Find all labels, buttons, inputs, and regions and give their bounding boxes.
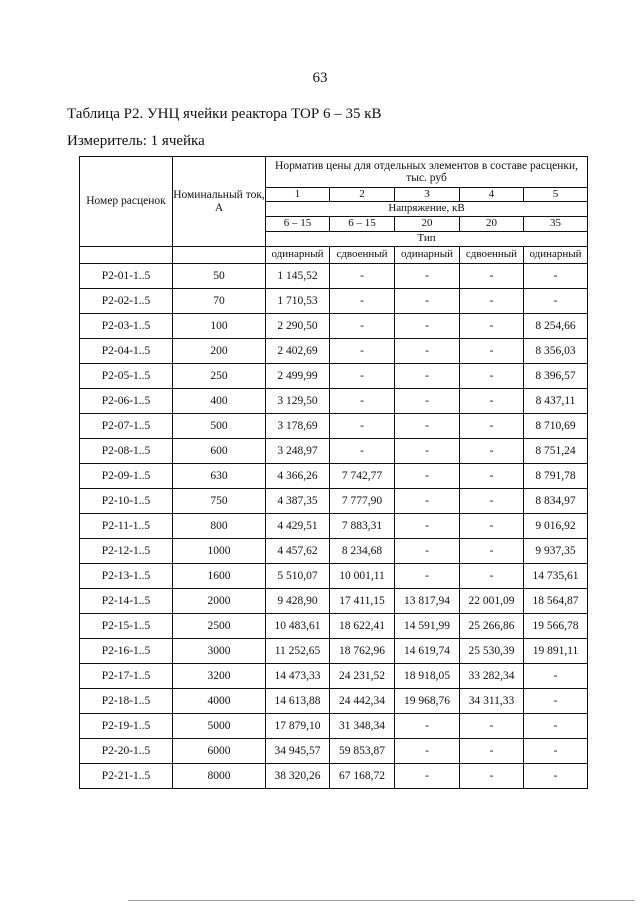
cell-price: 7 883,31 bbox=[330, 514, 395, 539]
cell-current: 200 bbox=[173, 339, 266, 364]
cell-price: - bbox=[330, 414, 395, 439]
table-row bbox=[80, 589, 588, 614]
header-voltage-value: 20 bbox=[460, 217, 524, 232]
cell-code: Р2-05-1..5 bbox=[80, 364, 173, 389]
header-type-value: одинарный bbox=[395, 247, 460, 264]
cell-code: Р2-20-1..5 bbox=[80, 739, 173, 764]
cell-current: 1000 bbox=[173, 539, 266, 564]
cell-current: 100 bbox=[173, 314, 266, 339]
cell-price: 8 834,97 bbox=[524, 489, 588, 514]
cell-price: - bbox=[330, 264, 395, 289]
cell-price: - bbox=[395, 489, 460, 514]
cell-price: 14 591,99 bbox=[395, 614, 460, 639]
cell-price: - bbox=[395, 264, 460, 289]
cell-price: 34 311,33 bbox=[460, 689, 524, 714]
cell-price: 18 918,05 bbox=[395, 664, 460, 689]
cell-current: 400 bbox=[173, 389, 266, 414]
cell-price: - bbox=[524, 764, 588, 789]
cell-current: 600 bbox=[173, 439, 266, 464]
cell-code: Р2-03-1..5 bbox=[80, 314, 173, 339]
header-col-number: 3 bbox=[395, 188, 460, 202]
cell-price: 13 817,94 bbox=[395, 589, 460, 614]
cell-price: - bbox=[330, 364, 395, 389]
cell-price: 17 411,15 bbox=[330, 589, 395, 614]
cell-price: 19 968,76 bbox=[395, 689, 460, 714]
cell-price: 10 001,11 bbox=[330, 564, 395, 589]
cell-price: - bbox=[460, 489, 524, 514]
cell-price: - bbox=[330, 439, 395, 464]
cell-current: 3000 bbox=[173, 639, 266, 664]
cell-price: 4 366,26 bbox=[266, 464, 330, 489]
cell-current: 800 bbox=[173, 514, 266, 539]
cell-price: - bbox=[460, 314, 524, 339]
cell-code: Р2-11-1..5 bbox=[80, 514, 173, 539]
cell-price: - bbox=[330, 314, 395, 339]
cell-price: - bbox=[395, 764, 460, 789]
cell-price: 5 510,07 bbox=[266, 564, 330, 589]
cell-current: 8000 bbox=[173, 764, 266, 789]
cell-price: 4 457,62 bbox=[266, 539, 330, 564]
cell-price: 8 710,69 bbox=[524, 414, 588, 439]
cell-price: 1 710,53 bbox=[266, 289, 330, 314]
cell-price: - bbox=[395, 514, 460, 539]
cell-price: 8 751,24 bbox=[524, 439, 588, 464]
cell-code: Р2-09-1..5 bbox=[80, 464, 173, 489]
cell-current: 2500 bbox=[173, 614, 266, 639]
unit-line: Измеритель: 1 ячейка bbox=[67, 133, 205, 149]
table-row bbox=[80, 714, 588, 739]
cell-price: 22 001,09 bbox=[460, 589, 524, 614]
cell-code: Р2-12-1..5 bbox=[80, 539, 173, 564]
header-type-value: сдвоенный bbox=[330, 247, 395, 264]
cell-price: - bbox=[395, 539, 460, 564]
cell-code: Р2-17-1..5 bbox=[80, 664, 173, 689]
cell-price: - bbox=[395, 364, 460, 389]
cell-current: 70 bbox=[173, 289, 266, 314]
table-row bbox=[80, 639, 588, 664]
cell-price: - bbox=[395, 739, 460, 764]
cell-current: 750 bbox=[173, 489, 266, 514]
cell-price: 24 442,34 bbox=[330, 689, 395, 714]
cell-price: - bbox=[395, 464, 460, 489]
cell-code: Р2-04-1..5 bbox=[80, 339, 173, 364]
table-row bbox=[80, 339, 588, 364]
cell-code: Р2-06-1..5 bbox=[80, 389, 173, 414]
cell-price: - bbox=[395, 339, 460, 364]
table-row bbox=[80, 389, 588, 414]
cell-price: 10 483,61 bbox=[266, 614, 330, 639]
cell-current: 250 bbox=[173, 364, 266, 389]
cell-price: - bbox=[460, 739, 524, 764]
cell-price: 18 762,96 bbox=[330, 639, 395, 664]
header-voltage-value: 20 bbox=[395, 217, 460, 232]
cell-price: - bbox=[460, 364, 524, 389]
cell-price: 67 168,72 bbox=[330, 764, 395, 789]
cell-price: 3 248,97 bbox=[266, 439, 330, 464]
table-row bbox=[80, 489, 588, 514]
cell-price: - bbox=[460, 389, 524, 414]
cell-price: 34 945,57 bbox=[266, 739, 330, 764]
cell-price: 2 499,99 bbox=[266, 364, 330, 389]
cell-current: 6000 bbox=[173, 739, 266, 764]
cell-code: Р2-14-1..5 bbox=[80, 589, 173, 614]
cell-price: 24 231,52 bbox=[330, 664, 395, 689]
header-type-value: одинарный bbox=[524, 247, 588, 264]
table-row bbox=[80, 664, 588, 689]
cell-price: - bbox=[395, 314, 460, 339]
cell-price: 18 622,41 bbox=[330, 614, 395, 639]
cell-price: 8 791,78 bbox=[524, 464, 588, 489]
table-row bbox=[80, 764, 588, 789]
table-row bbox=[80, 514, 588, 539]
cell-price: 1 145,52 bbox=[266, 264, 330, 289]
cell-price: - bbox=[330, 339, 395, 364]
cell-current: 4000 bbox=[173, 689, 266, 714]
cell-price: 25 530,39 bbox=[460, 639, 524, 664]
cell-price: 4 387,35 bbox=[266, 489, 330, 514]
cell-price: - bbox=[460, 289, 524, 314]
page-bottom-rule bbox=[128, 900, 635, 901]
cell-code: Р2-10-1..5 bbox=[80, 489, 173, 514]
cell-price: 18 564,87 bbox=[524, 589, 588, 614]
header-filler bbox=[173, 247, 266, 264]
table-row bbox=[80, 414, 588, 439]
table-row bbox=[80, 614, 588, 639]
cell-price: - bbox=[460, 414, 524, 439]
header-col-number: 2 bbox=[330, 188, 395, 202]
cell-price: - bbox=[524, 714, 588, 739]
header-type-value: сдвоенный bbox=[460, 247, 524, 264]
table-row bbox=[80, 564, 588, 589]
cell-price: - bbox=[460, 764, 524, 789]
cell-price: - bbox=[395, 414, 460, 439]
header-voltage-value: 35 bbox=[524, 217, 588, 232]
cell-price: - bbox=[524, 689, 588, 714]
cell-price: 14 473,33 bbox=[266, 664, 330, 689]
cell-price: - bbox=[524, 289, 588, 314]
cell-price: 17 879,10 bbox=[266, 714, 330, 739]
cell-price: 9 428,90 bbox=[266, 589, 330, 614]
cell-price: 2 402,69 bbox=[266, 339, 330, 364]
header-price-group: Норматив цены для отдельных элементов в составе расценки, тыс. руб bbox=[266, 157, 588, 188]
cell-price: - bbox=[460, 439, 524, 464]
cell-price: - bbox=[395, 289, 460, 314]
header-code: Номер расценок bbox=[80, 157, 173, 247]
cell-price: 3 129,50 bbox=[266, 389, 330, 414]
cell-price: - bbox=[460, 514, 524, 539]
cell-price: 8 254,66 bbox=[524, 314, 588, 339]
cell-code: Р2-02-1..5 bbox=[80, 289, 173, 314]
cell-code: Р2-01-1..5 bbox=[80, 264, 173, 289]
cell-current: 50 bbox=[173, 264, 266, 289]
cell-price: 25 266,86 bbox=[460, 614, 524, 639]
cell-price: - bbox=[330, 289, 395, 314]
header-voltage-value: 6 – 15 bbox=[330, 217, 395, 232]
header-type-value: одинарный bbox=[266, 247, 330, 264]
cell-current: 630 bbox=[173, 464, 266, 489]
table-title: Таблица Р2. УНЦ ячейки реактора ТОР 6 – 35 кВ bbox=[67, 106, 382, 122]
cell-price: 14 613,88 bbox=[266, 689, 330, 714]
cell-price: 19 891,11 bbox=[524, 639, 588, 664]
header-current: Номинальный ток, А bbox=[173, 157, 266, 247]
cell-current: 5000 bbox=[173, 714, 266, 739]
rates-table bbox=[79, 156, 588, 789]
cell-price: - bbox=[524, 264, 588, 289]
cell-code: Р2-16-1..5 bbox=[80, 639, 173, 664]
cell-price: - bbox=[524, 664, 588, 689]
table-row bbox=[80, 689, 588, 714]
table-row bbox=[80, 364, 588, 389]
cell-price: - bbox=[460, 714, 524, 739]
cell-current: 1600 bbox=[173, 564, 266, 589]
cell-price: 33 282,34 bbox=[460, 664, 524, 689]
cell-price: 31 348,34 bbox=[330, 714, 395, 739]
table-row bbox=[80, 539, 588, 564]
cell-code: Р2-19-1..5 bbox=[80, 714, 173, 739]
cell-code: Р2-18-1..5 bbox=[80, 689, 173, 714]
cell-price: 8 437,11 bbox=[524, 389, 588, 414]
cell-price: - bbox=[395, 389, 460, 414]
header-col-number: 5 bbox=[524, 188, 588, 202]
cell-price: 7 777,90 bbox=[330, 489, 395, 514]
cell-price: - bbox=[460, 264, 524, 289]
cell-price: 8 234,68 bbox=[330, 539, 395, 564]
table-header bbox=[80, 157, 588, 264]
cell-price: 7 742,77 bbox=[330, 464, 395, 489]
header-voltage-value: 6 – 15 bbox=[266, 217, 330, 232]
cell-price: - bbox=[524, 739, 588, 764]
cell-price: 3 178,69 bbox=[266, 414, 330, 439]
header-type: Тип bbox=[266, 232, 588, 247]
table-row bbox=[80, 439, 588, 464]
cell-price: 14 619,74 bbox=[395, 639, 460, 664]
cell-price: - bbox=[395, 564, 460, 589]
cell-price: - bbox=[460, 539, 524, 564]
cell-price: 9 937,35 bbox=[524, 539, 588, 564]
cell-price: 9 016,92 bbox=[524, 514, 588, 539]
cell-price: - bbox=[330, 389, 395, 414]
cell-price: 2 290,50 bbox=[266, 314, 330, 339]
cell-price: - bbox=[460, 339, 524, 364]
cell-price: 14 735,61 bbox=[524, 564, 588, 589]
cell-price: 11 252,65 bbox=[266, 639, 330, 664]
cell-price: 8 396,57 bbox=[524, 364, 588, 389]
cell-price: - bbox=[460, 464, 524, 489]
cell-current: 500 bbox=[173, 414, 266, 439]
table-row bbox=[80, 464, 588, 489]
cell-price: 59 853,87 bbox=[330, 739, 395, 764]
table-body bbox=[80, 264, 588, 789]
page-number: 63 bbox=[312, 70, 328, 86]
header-col-number: 4 bbox=[460, 188, 524, 202]
cell-price: - bbox=[395, 439, 460, 464]
cell-code: Р2-08-1..5 bbox=[80, 439, 173, 464]
table-row bbox=[80, 264, 588, 289]
cell-price: - bbox=[395, 714, 460, 739]
cell-current: 3200 bbox=[173, 664, 266, 689]
cell-price: 38 320,26 bbox=[266, 764, 330, 789]
cell-price: 8 356,03 bbox=[524, 339, 588, 364]
cell-price: 19 566,78 bbox=[524, 614, 588, 639]
cell-price: - bbox=[460, 564, 524, 589]
cell-code: Р2-07-1..5 bbox=[80, 414, 173, 439]
header-col-number: 1 bbox=[266, 188, 330, 202]
table-row bbox=[80, 289, 588, 314]
cell-current: 2000 bbox=[173, 589, 266, 614]
cell-code: Р2-21-1..5 bbox=[80, 764, 173, 789]
header-voltage: Напряжение, кВ bbox=[266, 202, 588, 217]
table-row bbox=[80, 314, 588, 339]
header-filler bbox=[80, 247, 173, 264]
table-row bbox=[80, 739, 588, 764]
cell-code: Р2-15-1..5 bbox=[80, 614, 173, 639]
cell-code: Р2-13-1..5 bbox=[80, 564, 173, 589]
cell-price: 4 429,51 bbox=[266, 514, 330, 539]
